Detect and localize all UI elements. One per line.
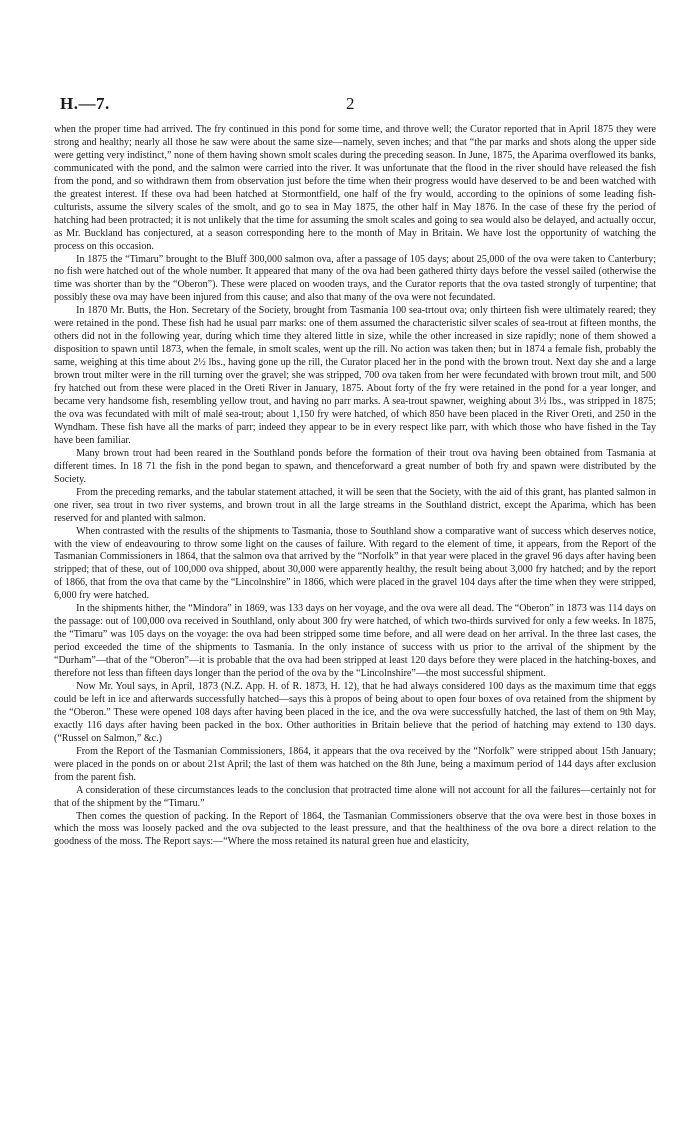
paragraph: In 1875 the “Timaru” brought to the Bluff 300,000 salmon ova, after a passage of 105 days; about 25,000 of the ova were taken to Canterbury; no fish were hatched out of the whole number. It appeared that many of the ova had been gathered thirty days before the vessel sailed (otherwise the time was shorter than by the “Oberon”). These were placed on wooden trays, and the Curator reports that the ova tasted strongly of turpentine; that possibly these ova may have been injured from this cause; and also that many of the ova were not fecundated. <box>54 253 656 304</box>
paragraph: When contrasted with the results of the shipments to Tasmania, those to Southland show a comparative want of success which deserves notice, with the view of endeavouring to throw some light on the causes of failure. With regard to the element of time, it appears, from the Report of the Tasmanian Commissioners in 1864, that the salmon ova that arrived by the “Norfolk” in that year were placed in the gravel 96 days after having been stripped; that of these, out of 100,000 ova shipped, about 30,000 were apparently healthy, the result being about 3,000 fry hatched; and by the report of 1866, that from the ova that came by the “Lincolnshire” in 1866, which were placed in the gravel 104 days after the time when they were stripped, 6,000 fry were hatched. <box>54 525 656 602</box>
paragraph: From the Report of the Tasmanian Commissioners, 1864, it appears that the ova received by the “Norfolk” were stripped about 15th January; were placed in the ponds on or about 21st April; the last of them was hatched on the 8th June, being a maximum period of 144 days after exclusion from the parent fish. <box>54 745 656 783</box>
paragraph: when the proper time had arrived. The fry continued in this pond for some time, and throve well; the Curator reported that in April 1875 they were strong and healthy; nearly all those he saw were about the same size—namely, seven inches; and that “the par marks and shots along the upper side were getting very indistinct,” none of them having shown smolt scales during the preceding season. In June, 1875, the Aparima overflowed its banks, communicated with the pond, and the salmon were carried into the river. It was unfortunate that the flood in the river should have released the fish from the pond, and so withdrawn them from observation just before the time when their progress would have deserved to be and been watched with the greatest interest. If these ova had been hatched at Stormontfield, one half of the fry would, according to the opinions of some leading fish-culturists, assume the silvery scales of the smolt, and go to sea in May 1875, the other half in May 1876. In the case of these fry the period of hatching had been protracted; it is not unlikely that the time for assuming the smolt scales and going to sea would also be delayed, and actually occur, as Mr. Buckland has conjectured, at a season corresponding here to the month of May in Britain. We have lost the opportunity of watching the process on this occasion. <box>54 124 656 252</box>
paragraph: Then comes the question of packing. In the Report of 1864, the Tasmanian Commissioners observe that the ova were best in those boxes in which the moss was loosely packed and the ova subjected to the least pressure, and that the healthiness of the ova bore a direct relation to the goodness of the moss. The Report says:—“Where the moss retained its natural green hue and elasticity, <box>54 810 656 848</box>
paragraph: A consideration of these circumstances leads to the conclusion that protracted time alone will not account for all the failures—certainly not for that of the shipment by the “Timaru.” <box>54 784 656 809</box>
paragraph: Now Mr. Youl says, in April, 1873 (N.Z. App. H. of R. 1873, H. 12), that he had always considered 100 days as the maximum time that eggs could be left in ice and afterwards successfully hatched—says this à propos of being about to open four boxes of ova retained from the shipment by the “Oberon.” These were opened 108 days after having been placed in the ice, and the ova were successfully hatched, the last of them on 9th May, exactly 116 days after having been packed in the box. Other authorities in Britain believe that the period of hatching may extend to 130 days. (“Russel on Salmon,” &c.) <box>54 680 656 744</box>
paragraph: In the shipments hither, the “Mindora” in 1869, was 133 days on her voyage, and the ova were all dead. The “Oberon” in 1873 was 114 days on the passage: out of 100,000 ova received in Southland, only about 300 fry were hatched, of which two-thirds survived for only a few weeks. In 1875, the “Timaru” was 105 days on the voyage: the ova had been stripped some time before, and all were dead on her arrival. In the three last cases, the period exceeded the time of the shipments to Tasmania. In the only instance of success with us prior to the arrival of the shipment by the “Durham”—that of the “Oberon”—it is probable that the ova had been stripped at least 120 days before they were placed in the hatching-boxes, and therefore not less than fifteen days longer than the period of the ova by the “Lincolnshire”—the most successful shipment. <box>54 603 656 680</box>
paragraph: From the preceding remarks, and the tabular statement attached, it will be seen that the Society, with the aid of this grant, has planted salmon in one river, sea trout in two river systems, and brown trout in all the large streams in the Southland district, except the Aparima, which has been reserved for and planted with salmon. <box>54 486 656 524</box>
page-header <box>54 94 656 120</box>
body-text <box>54 124 656 849</box>
page-number: 2 <box>346 94 355 113</box>
document-reference: H.—7. <box>60 94 110 113</box>
paragraph: Many brown trout had been reared in the Southland ponds before the formation of their trout ova having been obtained from Tasmania at different times. In 18 71 the fish in the pond began to spawn, and thenceforward a great number of both fry and spawn were distributed by the Society. <box>54 447 656 485</box>
paragraph: In 1870 Mr. Butts, the Hon. Secretary of the Society, brought from Tasmania 100 sea-trtout ova; only thirteen fish were ultimately reared; they were retained in the pond. These fish had he usual parr marks: one of them assumed the characteristic silver scales of sea-trout at fifteen months, the others did not in the following year, during which time they altered little in size, while the other increased in size rapidly; none of them showed a disposition to spawn until 1873, when the female, in smolt scales, went up the rill. No action was taken then; but in 1874 a female fish, probably the same, weighing at this time about 2½ lbs., having gone up the rill, the Curator placed her in the pond with the brown trout. Next day she and a large brown trout milter were in the rill turning over the gravel; she was stripped, 700 ova taken from her were fecundated with brown trout milt, and 500 fry hatched out from these were placed in the Oreti River in January, 1875. About forty of the fry were retained in the pond for a year longer, and became very handsome fish, resembling yellow trout, and having no parr marks. A sea-trout spawner, weighing about 3½ lbs., was stripped in 1875; the ova was fecundated with milt of malé sea-trout; about 1,150 fry were hatched, of which 850 have been placed in the River Oreti, and 250 in the Wyndham. These fish have all the marks of parr; indeed they appear to be in every respect like parr, with which those who have fished in the Tay have been familiar. <box>54 305 656 446</box>
